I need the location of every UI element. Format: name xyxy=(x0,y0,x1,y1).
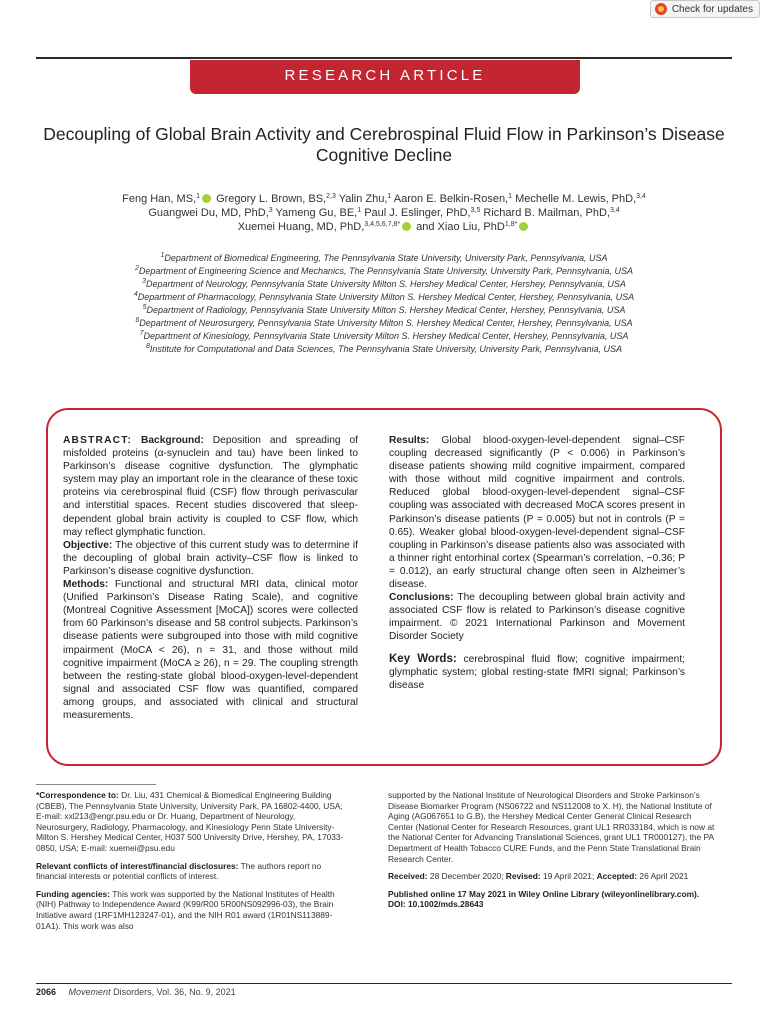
author-name: Mechelle M. Lewis, PhD, xyxy=(515,193,637,205)
author-name: Guangwei Du, MD, PhD, xyxy=(148,207,269,219)
affiliation-text: Institute for Computational and Data Sciences, The Pennsylvania State University, University Park, Pennsylvania, USA xyxy=(149,344,622,354)
orcid-icon[interactable] xyxy=(402,222,411,231)
author-affiliation-ref: 1 xyxy=(196,193,200,200)
conflicts-text: The authors report no financial interests or potential conflicts of interest. xyxy=(36,860,322,882)
methods-label: Methods: xyxy=(63,579,109,591)
article-title: Decoupling of Global Brain Activity and Cerebrospinal Fluid Flow in Parkinson’s Disease Cognitive Decline xyxy=(43,124,725,165)
crossmark-icon xyxy=(655,3,667,15)
page-number: 2066 xyxy=(36,987,57,997)
affiliation-number: 5 xyxy=(142,304,147,311)
received-date: 28 December 2020; xyxy=(429,871,504,882)
objective-text: The objective of this current study was to determine if the decoupling of global brain activity–CSF flow is linked to Parkinson’s disease cognitive dysfunction. xyxy=(63,539,358,577)
author xyxy=(339,193,392,205)
author xyxy=(515,193,646,205)
affiliation-number: 2 xyxy=(135,265,139,272)
check-for-updates-label: Check for updates xyxy=(671,3,753,15)
abstract-heading: ABSTRACT: xyxy=(63,435,133,446)
footnote-rule xyxy=(36,784,156,785)
affiliation-line xyxy=(40,343,728,356)
author xyxy=(216,193,336,205)
affiliation-text: Department of Biomedical Engineering, The Pennsylvania State University, University Park, Pennsylvania, USA xyxy=(164,253,608,263)
abstract-right-column xyxy=(389,434,685,692)
affiliation-line xyxy=(40,278,728,291)
affiliation-number: 8 xyxy=(146,343,150,350)
affiliation-number: 6 xyxy=(135,317,140,324)
accepted-date: 26 April 2021 xyxy=(639,871,689,882)
journal-name: Movement xyxy=(68,987,111,997)
author-affiliation-ref: 3,4 xyxy=(636,193,646,200)
author xyxy=(364,207,480,219)
affiliation-line xyxy=(40,291,728,304)
results-text: Global blood-oxygen-level-dependent signal–CSF coupling decreased significantly (P < 0.006) in Parkinson’s disease patients showing mild cognitive impairment, compared with those without mild cognitive impairment and controls. Reduced global blood-oxygen-level-dependent signal–CSF coupling was associated with decreased MoCA scores present in Parkinson’s disease patients (P = 0.005) but not in controls (P = 0.65). Weaker global blood-oxygen-level-dependent signal–CSF coupling in Parkinson’s disease patients also was associated with a thinner right entorhinal cortex (Spearman’s correlation, −0.36; P = 0.012), an early structural change often seen in Alzheimer’s disease. xyxy=(389,435,685,591)
author-name: Gregory L. Brown, BS, xyxy=(216,193,327,205)
author-affiliation-ref: 1 xyxy=(357,207,362,214)
author-name: and Xiao Liu, PhD xyxy=(416,221,505,233)
affiliation-line xyxy=(40,252,728,265)
author xyxy=(416,221,530,233)
footnotes-right-column xyxy=(388,790,718,917)
keywords-text: cerebrospinal fluid flow; cognitive impairment; glymphatic system; global resting-state fMRI signal; Parkinson’s disease xyxy=(389,653,685,691)
revised-label: Revised: xyxy=(505,871,541,882)
background-label: Background: xyxy=(141,435,204,446)
author-name: Aaron E. Belkin-Rosen, xyxy=(393,193,509,205)
affiliation-line xyxy=(40,304,728,317)
funding-continued-text: supported by the National Institute of Neurological Disorders and Stroke Parkinson’s Disease Biomarker Program (NS06722 and NS112008 to X. H), the National Institute of Aging (AG067651 to G.B), the Hershey Medical Center General Clinical Research Center (National Center for Research Resources, grant UL1 RR033184, which is now at the National Center for Advancing Translational Sciences, grant UL1 TR000127), the PA Department of Health Tobacco CURE Funds, and the Penn State Translational Brain Research Center. xyxy=(388,790,715,864)
author-name: Paul J. Eslinger, PhD, xyxy=(364,207,471,219)
affiliation-text: Department of Neurology, Pennsylvania State University Milton S. Hershey Medical Center, Hershey, Pennsylvania, USA xyxy=(146,279,626,289)
article-type-banner: RESEARCH ARTICLE xyxy=(190,60,580,94)
affiliation-number: 4 xyxy=(133,291,138,298)
affiliation-text: Department of Radiology, Pennsylvania State University Milton S. Hershey Medical Center, Hershey, Pennsylvania, USA xyxy=(146,305,626,315)
abstract-left-column xyxy=(63,434,358,722)
author-affiliation-ref: 1 xyxy=(508,193,513,200)
revised-date: 19 April 2021; xyxy=(543,871,595,882)
objective-label: Objective: xyxy=(63,539,113,551)
orcid-icon[interactable] xyxy=(519,222,528,231)
affiliation-line xyxy=(40,317,728,330)
affiliation-list xyxy=(40,252,728,356)
author-affiliation-ref: 2,3 xyxy=(326,193,336,200)
author-affiliation-ref: 3,4 xyxy=(609,207,620,214)
author-affiliation-ref: 1,8* xyxy=(504,221,518,228)
methods-text: Functional and structural MRI data, clinical motor (Unified Parkinson’s Disease Rating Scale), and cognitive (Montreal Cognitive Assessment [MoCA]) scores were collected from 60 Parkinson’s disease and 58 control subjects. Parkinson’s disease patients were subgrouped into those with mild cognitive impairment (MoCA < 26), n = 31, and those without mild cognitive impairment (MoCA ≥ 26), n = 29. The coupling strength between the resting-state global blood-oxygen-level-dependent signal and associated CSF flow was quantified, compared among groups, and associated with clinical and structural measurements. xyxy=(63,579,358,721)
affiliation-text: Department of Neurosurgery, Pennsylvania State University Milton S. Hershey Medical Center, Hershey, Pennsylvania, USA xyxy=(139,318,633,328)
conflicts-label: Relevant conflicts of interest/financial disclosures: xyxy=(36,860,239,871)
author-affiliation-ref: 3,4,5,6,7,8* xyxy=(364,221,401,228)
author xyxy=(483,207,619,219)
results-label: Results: xyxy=(389,435,430,446)
author-affiliation-ref: 1 xyxy=(387,193,392,200)
published-info: Published online 17 May 2021 in Wiley Online Library (wileyonlinelibrary.com). DOI: 10.1002/mds.28643 xyxy=(388,888,700,910)
journal-issue: Disorders, Vol. 36, No. 9, 2021 xyxy=(110,987,236,997)
author xyxy=(394,193,512,205)
top-rule xyxy=(36,57,732,59)
orcid-icon[interactable] xyxy=(202,194,211,203)
author-affiliation-ref: 3,5 xyxy=(470,207,481,214)
affiliation-text: Department of Engineering Science and Mechanics, The Pennsylvania State University, University Park, Pennsylvania, USA xyxy=(138,266,633,276)
funding-label: Funding agencies: xyxy=(36,888,110,899)
affiliation-text: Department of Pharmacology, Pennsylvania State University Milton S. Hershey Medical Center, Hershey, Pennsylvania, USA xyxy=(137,292,635,302)
affiliation-number: 3 xyxy=(142,278,146,285)
affiliation-text: Department of Kinesiology, Pennsylvania State University Milton S. Hershey Medical Center, Hershey, Pennsylvania, USA xyxy=(143,331,629,341)
conclusions-label: Conclusions: xyxy=(389,592,454,604)
author-list xyxy=(60,192,708,234)
author-name: Yalin Zhu, xyxy=(338,193,388,205)
funding-text: This work was supported by the National Institutes of Health (NIH) Pathway to Independence Award (K99/R00 5R00NS092996-03), the Brain Initiative award (1RF1MH123247-01), and the NIH R01 award (1R01NS113889-01A1). This work was also xyxy=(36,888,335,931)
affiliation-number: 1 xyxy=(160,252,165,259)
affiliation-line xyxy=(40,330,728,343)
author-name: Feng Han, MS, xyxy=(122,193,197,205)
bottom-rule xyxy=(36,983,732,984)
keywords-label: Key Words: xyxy=(389,652,457,665)
author-name: Richard B. Mailman, PhD, xyxy=(483,207,610,219)
check-for-updates-button[interactable] xyxy=(650,0,760,18)
footnotes-left-column xyxy=(36,790,348,938)
author xyxy=(276,207,362,219)
correspondence-label: *Correspondence to: xyxy=(36,790,119,800)
accepted-label: Accepted: xyxy=(596,871,638,882)
author xyxy=(238,221,413,233)
affiliation-number: 7 xyxy=(139,330,144,337)
background-text: Deposition and spreading of misfolded proteins (α-synuclein and tau) have been linked to Parkinson’s disease cognitive dysfunction. The glymphatic system may play an important role in the clearance of these toxic proteins via cerebrospinal fluid (CSF) flow through perivascular and interstitial spaces. Recent studies discovered that sleep-dependent global brain activity is coupled to CSF flow, which may reflect glymphatic function. xyxy=(63,435,358,538)
author-name: Yameng Gu, BE, xyxy=(275,207,358,219)
affiliation-line xyxy=(40,265,728,278)
author xyxy=(148,207,272,219)
conclusions-text: The decoupling between global brain activity and associated CSF flow is related to Parkinson’s disease cognitive impairment. © 2021 International Parkinson and Movement Disorder Society xyxy=(389,592,686,643)
author-name: Xuemei Huang, MD, PhD, xyxy=(237,221,365,233)
received-label: Received: xyxy=(388,871,428,882)
author xyxy=(122,193,213,205)
correspondence-text: Dr. Liu, 431 Chemical & Biomedical Engineering Building (CBEB), The Pennsylvania State University, University Park, PA 16802-4400, USA; E-mail: xxl213@engr.psu.edu or Dr. Huang, Department of Neurology, Neurosurgery, Radiology, Pharmacology, and Kinesiology Penn State University-Milton S. Hershey Medical Center, H037 500 University Drive, Hershey, PA, 17033-0850, USA; E-mail: xuemei@psu.edu xyxy=(36,790,344,853)
author-affiliation-ref: 3 xyxy=(268,207,273,214)
page-footer xyxy=(36,987,236,997)
